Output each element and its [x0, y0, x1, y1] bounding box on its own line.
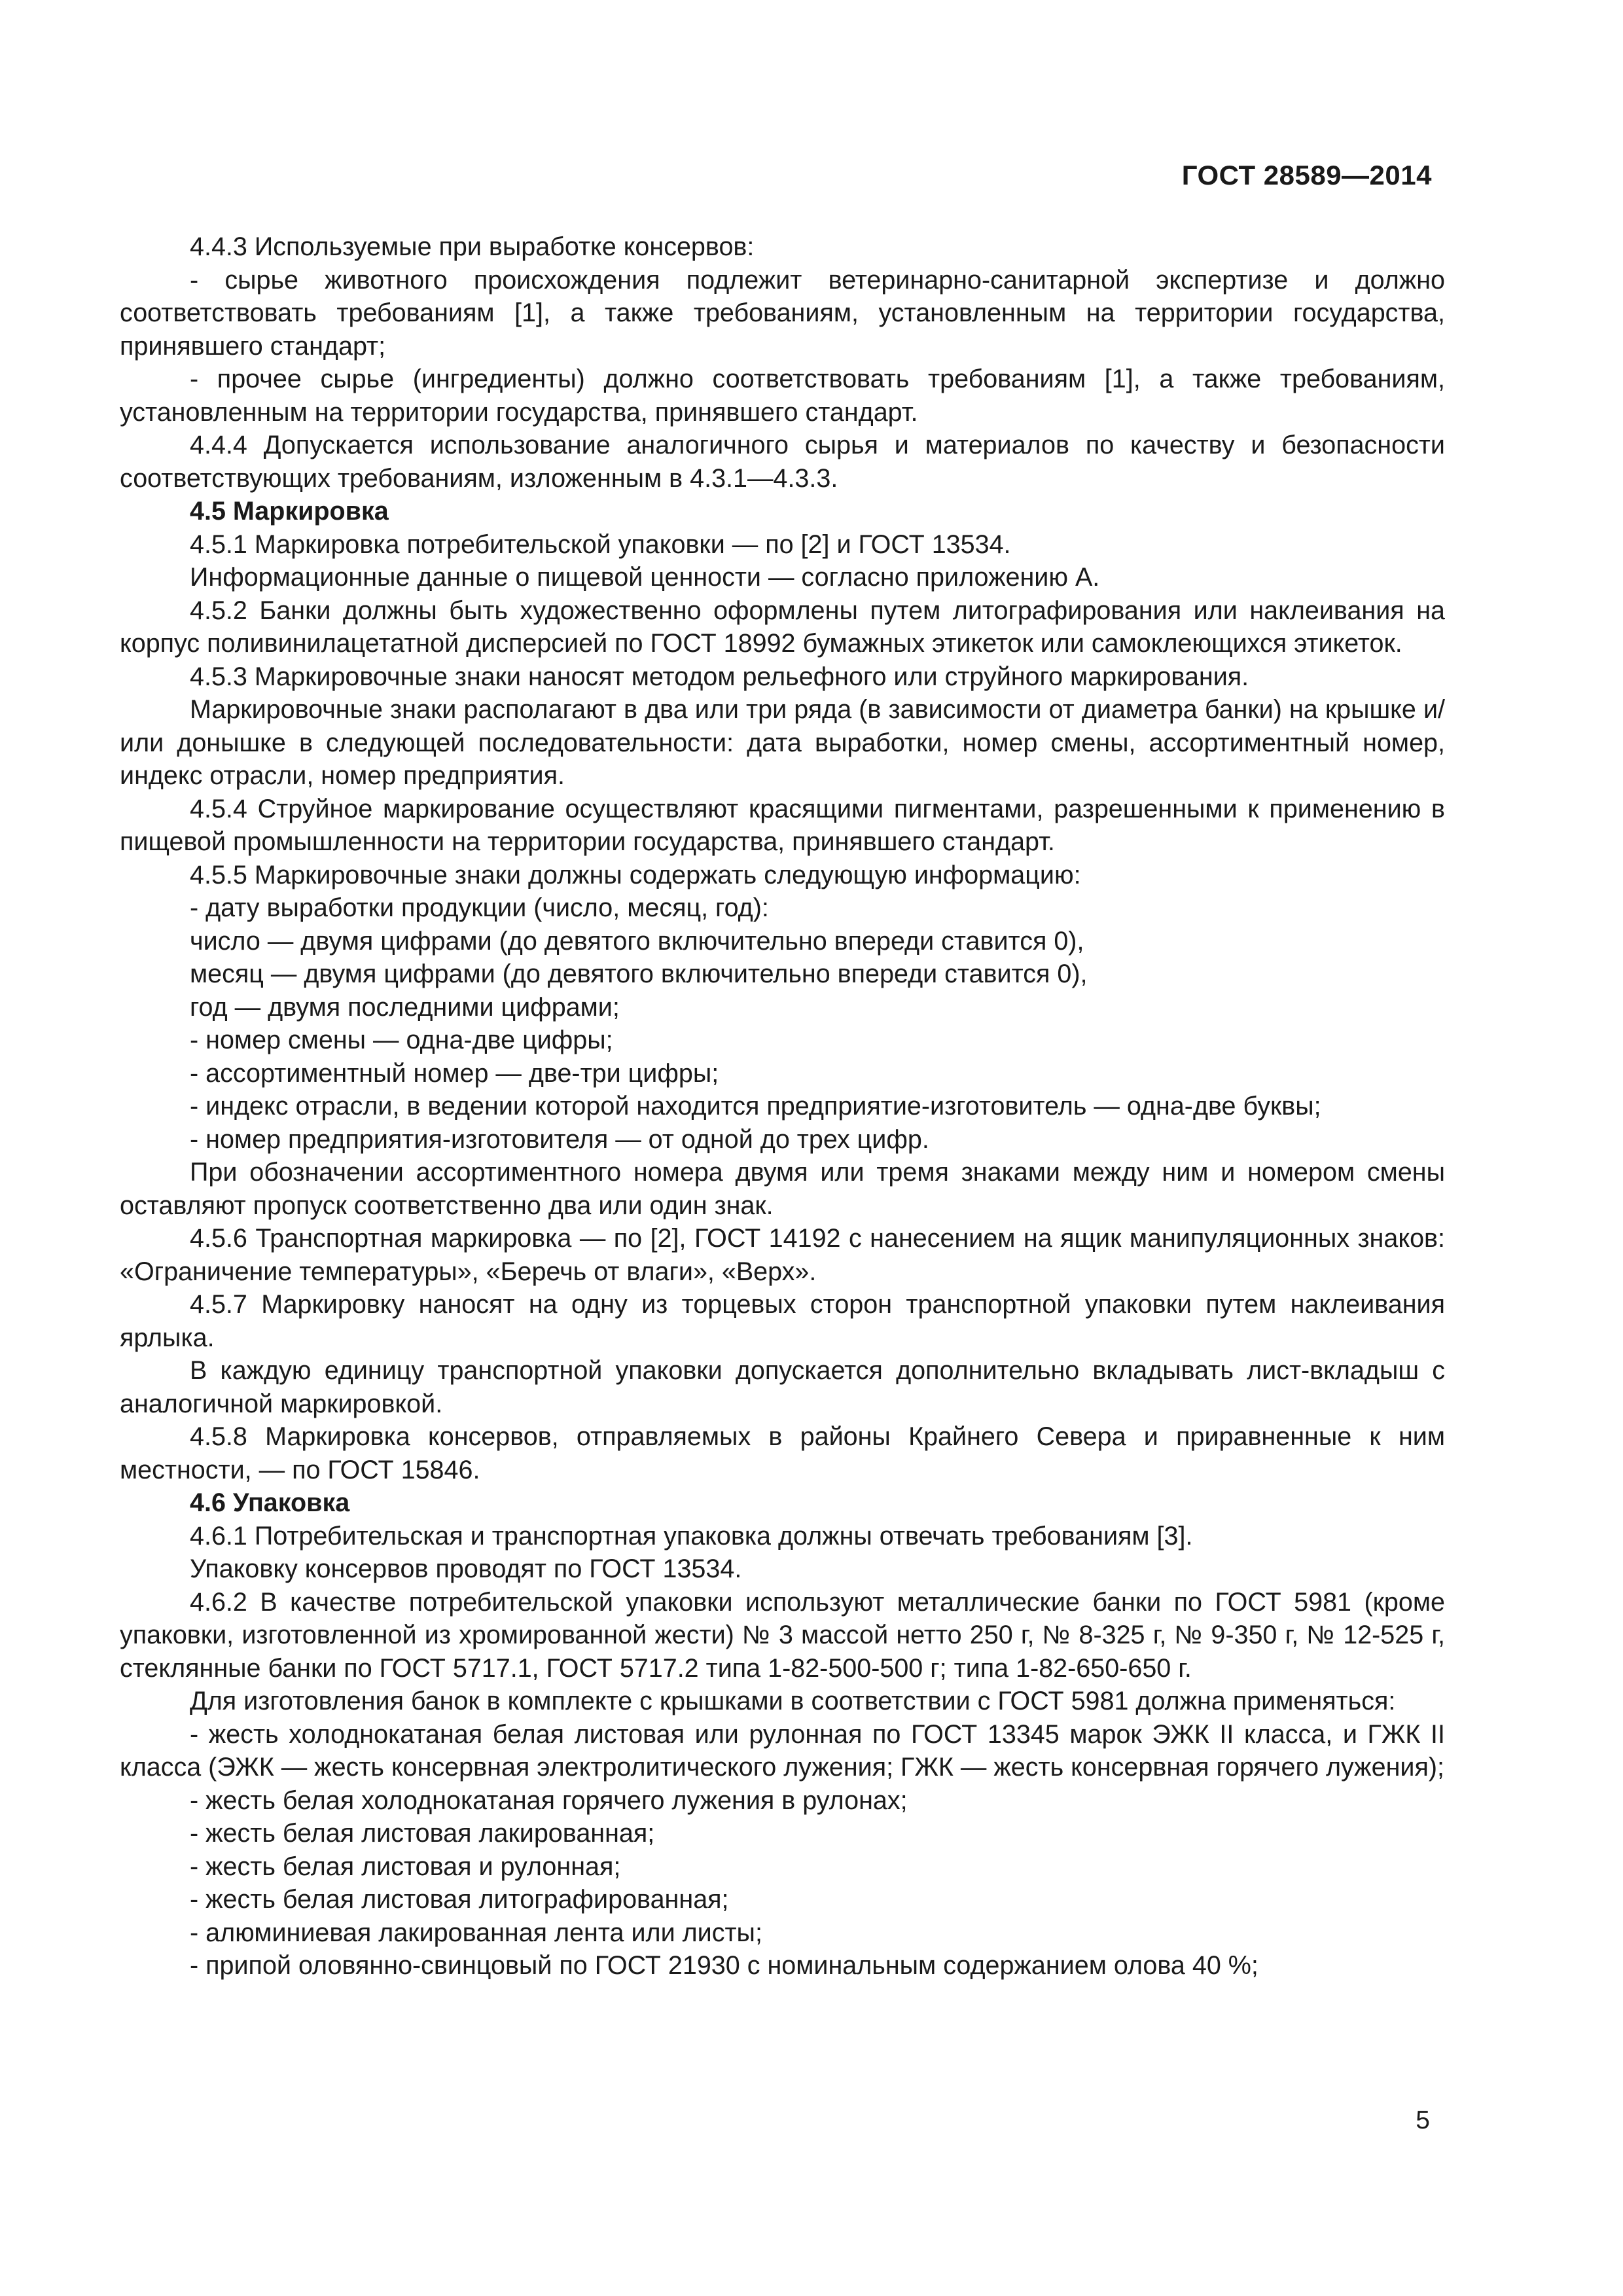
paragraph: месяц — двумя цифрами (до девятого включительно впереди ставится 0),: [190, 960, 1088, 988]
paragraph: - дату выработки продукции (число, месяц, год):: [190, 893, 769, 922]
paragraph: 4.5.4 Струйное маркирование осуществляют красящими пигментами, разрешенными к применению в пищевой промышленности на территории государства, принявшего стандарт.: [120, 794, 1445, 856]
paragraph: - жесть белая листовая и рулонная;: [190, 1852, 621, 1881]
paragraph: год — двумя последними цифрами;: [190, 992, 620, 1022]
paragraph: Упаковку консервов проводят по ГОСТ 13534.: [190, 1554, 742, 1583]
paragraph: 4.6.2 В качестве потребительской упаковки используют металлические банки по ГОСТ 5981 (кроме упаковки, изготовленной из хромированной жести) № 3 массой нетто 250 г, № 8-325 г, № 9-350 г, № 12-525 г, стеклянные банки по ГОСТ 5717.1, ГОСТ 5717.2 типа 1-82-500-500 г; типа 1-82-650-650 г.: [120, 1587, 1445, 1683]
paragraph: - индекс отрасли, в ведении которой находится предприятие-изготовитель — одна-две буквы;: [190, 1092, 1321, 1121]
paragraph: число — двумя цифрами (до девятого включительно впереди ставится 0),: [190, 926, 1084, 956]
paragraph: - жесть холоднокатаная белая листовая или рулонная по ГОСТ 13345 марок ЭЖК II класса, и ГЖК II класса (ЭЖК — жесть консервная электролитического лужения; ГЖК — жесть консервная горячего лужения);: [120, 1719, 1445, 1782]
section-heading: 4.6 Упаковка: [190, 1488, 350, 1517]
paragraph: 4.6.1 Потребительская и транспортная упаковка должны отвечать требованиям [3].: [190, 1521, 1193, 1551]
paragraph: 4.5.5 Маркировочные знаки должны содержать следующую информацию:: [190, 860, 1081, 889]
paragraph: При обозначении ассортиментного номера двумя или тремя знаками между ним и номером смены оставляют пропуск соответственно два или один знак.: [120, 1158, 1445, 1220]
document-header: ГОСТ 28589—2014: [1181, 160, 1432, 190]
paragraph: 4.4.3 Используемые при выработке консервов:: [190, 232, 755, 261]
paragraph: - жесть белая холоднокатаная горячего лужения в рулонах;: [190, 1785, 908, 1815]
paragraph: Для изготовления банок в комплекте с крышками в соответствии с ГОСТ 5981 должна применяться:: [190, 1687, 1396, 1715]
paragraph: - номер предприятия-изготовителя — от одной до трех цифр.: [190, 1124, 929, 1154]
section-heading: 4.5 Маркировка: [190, 497, 389, 526]
paragraph: - припой оловянно-свинцовый по ГОСТ 21930 с номинальным содержанием олова 40 %;: [190, 1951, 1258, 1980]
paragraph: 4.5.1 Маркировка потребительской упаковки — по [2] и ГОСТ 13534.: [190, 529, 1011, 559]
page-number: 5: [1416, 2106, 1430, 2134]
paragraph: - сырье животного происхождения подлежит ветеринарно-санитарной экспертизе и должно соответствовать требованиям [1], а также требованиям, установленным на территории государства, принявшего стандарт;: [120, 265, 1445, 361]
paragraph: 4.5.6 Транспортная маркировка — по [2], ГОСТ 14192 с нанесением на ящик манипуляционных знаков: «Ограничение температуры», «Беречь от влаги», «Верх».: [120, 1224, 1445, 1286]
paragraph: - алюминиевая лакированная лента или листы;: [190, 1918, 762, 1947]
paragraph: - номер смены — одна-две цифры;: [190, 1026, 613, 1054]
paragraph: - жесть белая листовая лакированная;: [190, 1819, 655, 1848]
paragraph: В каждую единицу транспортной упаковки допускается дополнительно вкладывать лист-вкладыш с аналогичной маркировкой.: [120, 1356, 1445, 1418]
paragraph: - жесть белая листовая литографированная;: [190, 1885, 729, 1914]
paragraph: - ассортиментный номер — две-три цифры;: [190, 1058, 719, 1088]
paragraph: Маркировочные знаки располагают в два или три ряда (в зависимости от диаметра банки) на крышке и/или донышке в следующей последовательности: дата выработки, номер смены, ассортиментный номер, индекс отрасли, номер предприятия.: [120, 695, 1445, 790]
paragraph: Информационные данные о пищевой ценности — согласно приложению А.: [190, 563, 1100, 592]
paragraph: 4.5.2 Банки должны быть художественно оформлены путем литографирования или наклеивания на корпус поливинилацетатной дисперсией по ГОСТ 18992 бумажных этикеток или самоклеющихся этикеток.: [120, 596, 1445, 658]
paragraph: 4.5.3 Маркировочные знаки наносят методом рельефного или струйного маркирования.: [190, 662, 1249, 691]
paragraph: 4.5.8 Маркировка консервов, отправляемых в районы Крайнего Севера и приравненные к ним местности, — по ГОСТ 15846.: [120, 1422, 1445, 1484]
paragraph: 4.5.7 Маркировку наносят на одну из торцевых сторон транспортной упаковки путем наклеивания ярлыка.: [120, 1290, 1445, 1352]
paragraph: 4.4.4 Допускается использование аналогичного сырья и материалов по качеству и безопасности соответствующих требованиям, изложенным в 4.3.1—4.3.3.: [120, 431, 1445, 493]
document-body: [120, 230, 1445, 1982]
paragraph: - прочее сырье (ингредиенты) должно соответствовать требованиям [1], а также требованиям, установленным на территории государства, принявшего стандарт.: [120, 365, 1445, 427]
